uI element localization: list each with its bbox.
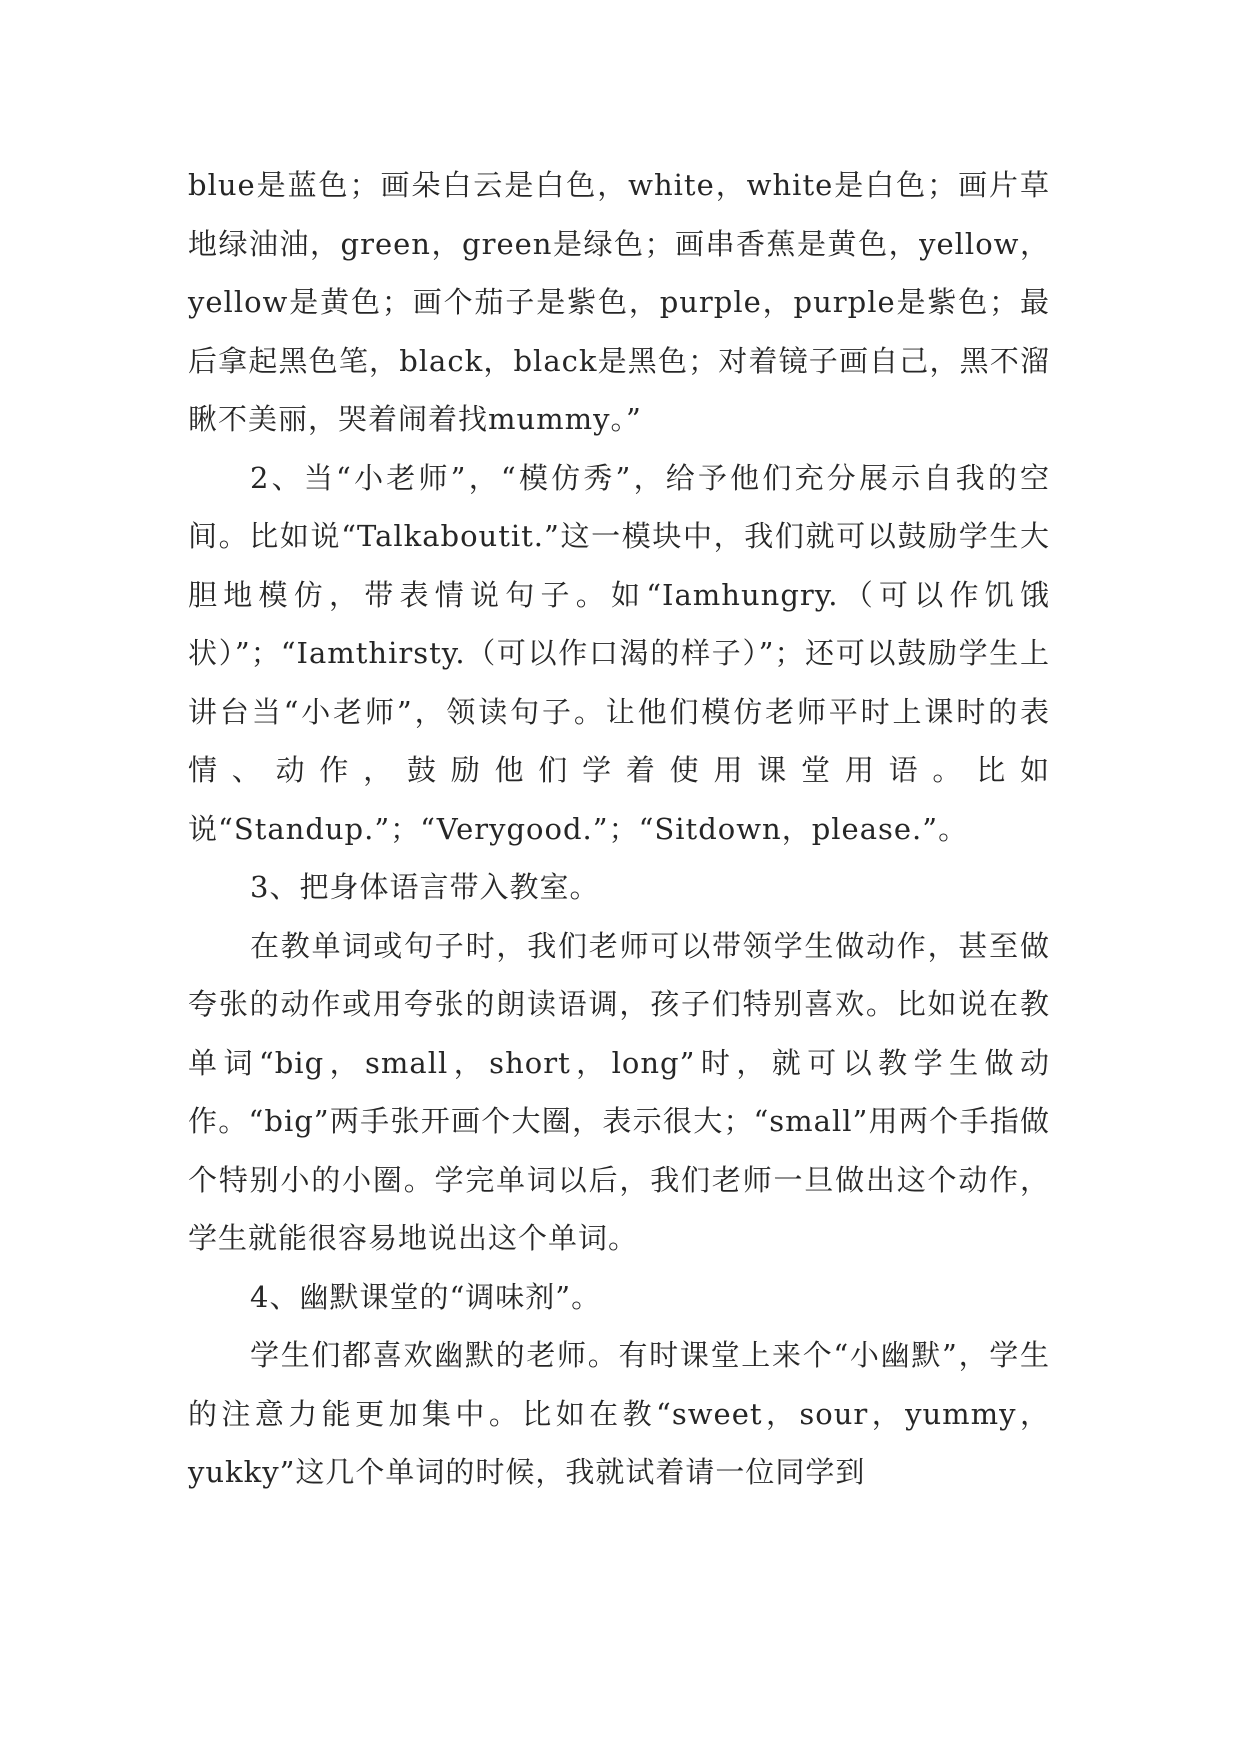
paragraph-body-language-heading: 3、把身体语言带入教室。 bbox=[250, 870, 600, 904]
paragraph-body-language: 在教单词或句子时，我们老师可以带领学生做动作，甚至做夸张的动作或用夸张的朗读语调，孩子们特别喜欢。比如说在教单词“big，small，short，long”时，就可以教学生做动作。“big”两手张开画个大圈，表示很大；“small”用两个手指做个特别小的小圈。学完单词以后，我们老师一旦做出这个动作，学生就能很容易地说出这个单词。 bbox=[188, 928, 1050, 1255]
paragraph-humor-heading: 4、幽默课堂的“调味剂”。 bbox=[250, 1279, 602, 1314]
document-body bbox=[188, 156, 1050, 1502]
paragraph-colors-song: blue是蓝色；画朵白云是白色，white，white是白色；画片草地绿油油，green，green是绿色；画串香蕉是黄色，yellow，yellow是黄色；画个茄子是紫色，purple，purple是紫色；最后拿起黑色笔，black，black是黑色；对着镜子画自己，黑不溜瞅不美丽，哭着闹着找mummy。” bbox=[188, 168, 1050, 436]
paragraph-little-teacher: 2、当“小老师”，“模仿秀”，给予他们充分展示自我的空间。比如说“Talkaboutit.”这一模块中，我们就可以鼓励学生大胆地模仿，带表情说句子。如“Iamhungry.（可以作饥饿状）”；“Iamthirsty.（可以作口渴的样子）”；还可以鼓励学生上讲台当“小老师”，领读句子。让他们模仿老师平时上课时的表情、动作，鼓励他们学着使用课堂用语。比如说“Standup.”；“Verygood.”；“Sitdown，please.”。 bbox=[188, 460, 1050, 846]
paragraph-humor: 学生们都喜欢幽默的老师。有时课堂上来个“小幽默”，学生的注意力能更加集中。比如在教“sweet，sour，yummy，yukky”这几个单词的时候，我就试着请一位同学到 bbox=[188, 1338, 1050, 1489]
